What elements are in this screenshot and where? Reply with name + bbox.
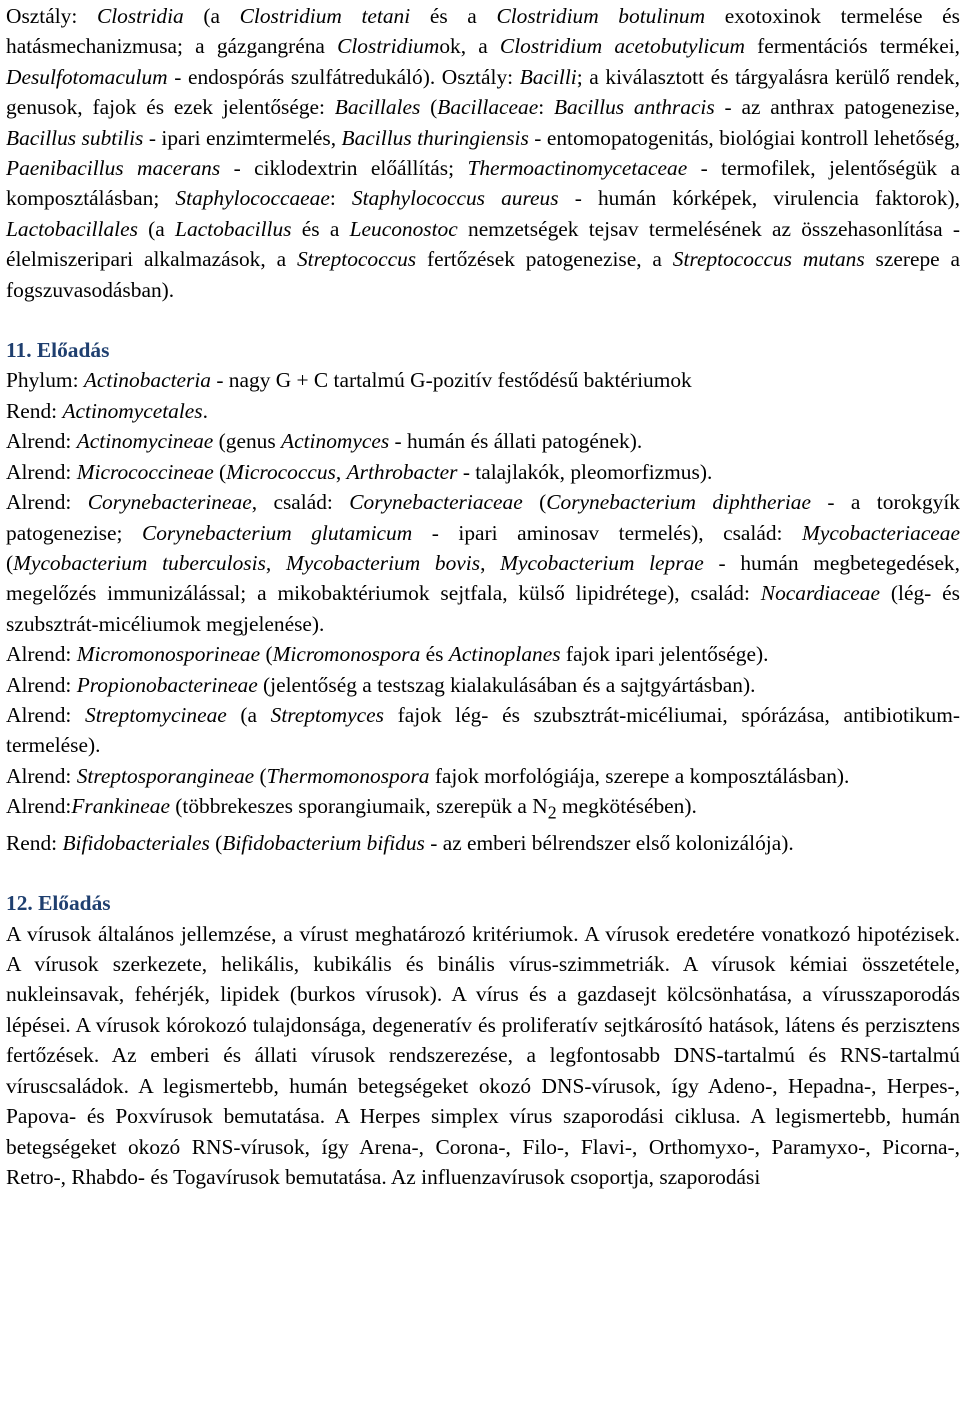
text-run: , család: bbox=[251, 490, 350, 515]
taxon-name: Mycobacteriaceae bbox=[802, 520, 960, 545]
taxonomy-entry bbox=[6, 457, 960, 487]
text-run: fermentációs termékei, bbox=[745, 34, 960, 59]
taxon-name: Actinomycetales bbox=[62, 398, 203, 423]
taxon-name: Leuconostoc bbox=[349, 216, 458, 241]
taxon-name: Thermomonospora bbox=[266, 763, 430, 788]
taxonomy-entry bbox=[6, 365, 960, 395]
taxonomy-entry bbox=[6, 828, 960, 858]
text-run: ( bbox=[254, 763, 267, 788]
taxon-name: Lactobacillales bbox=[6, 216, 138, 241]
taxon-name: Bacillus anthracis bbox=[553, 95, 715, 120]
text-run: (a bbox=[226, 702, 271, 727]
taxonomy-entry bbox=[6, 426, 960, 456]
taxon-name: Actinobacteria bbox=[83, 368, 211, 393]
text-run: (a bbox=[183, 4, 240, 28]
taxonomy-entry bbox=[6, 761, 960, 791]
taxon-name: Desulfotomaculum bbox=[6, 64, 168, 89]
text-run: (jelentőség a testszag kialakulásában és a sajtgyártásban). bbox=[257, 672, 756, 697]
text-run: fajok morfológiája, szerepe a komposztálásban). bbox=[429, 763, 850, 788]
text-run: - termofilek, jelentőségük a komposztálásban; bbox=[6, 156, 960, 211]
text-run: Osztály: bbox=[6, 4, 97, 28]
taxon-name: Clostridium acetobutylicum bbox=[499, 34, 745, 59]
text-run: ( bbox=[209, 830, 223, 855]
text-run: , bbox=[335, 459, 347, 484]
text-run: - az anthrax patogenezise, bbox=[714, 95, 960, 120]
text-run: Alrend: bbox=[6, 459, 77, 484]
taxon-name: Staphylococcus aureus bbox=[351, 186, 559, 211]
text-run: Alrend: bbox=[6, 672, 77, 697]
taxon-name: Micromonosporineae bbox=[76, 642, 261, 667]
text-run: és a bbox=[410, 4, 497, 28]
text-run: (a bbox=[137, 216, 176, 241]
subscript-text: 2 bbox=[547, 802, 557, 823]
section-11-body bbox=[6, 365, 960, 858]
text-run: ( bbox=[260, 642, 273, 667]
taxon-name: Actinomyces bbox=[281, 429, 390, 454]
text-run: , bbox=[265, 550, 286, 575]
text-run: nemzetségek tejsav termelésének az összehasonlítása - élelmiszeripari alkalmazások, a bbox=[6, 216, 960, 272]
text-run: A vírusok általános jellemzése, a vírust meghatározó kritériumok. A vírusok eredetére vonatkozó hipotézisek. A vírusok szerkezete, helikális, kubikális és binális vírus-szimmetriák. A vírusok kémiai összetétele, nukleinsavak, fehérjék, lipidek (burkos vírusok). A vírus és a gazdasejt kölcsönhatása, a vírusszaporodás lépései. A vírusok kórokozó tulajdonsága, degeneratív és proliferatív sejtkárosító hatások, látens és perzisztens fertőzések. Az emberi és állati vírusok rendszerezése, a legfontosabb DNS-tartalmú és RNS-tartalmú víruscsaládok. A legismertebb, humán betegségeket okozó DNS-vírusok, így Adeno-, Hepadna-, Herpes-, Papova- és Poxvírusok bemutatása. A Herpes simplex vírus szaporodási ciklusa. A legismertebb, humán betegségeket okozó RNS-vírusok, így Arena-, Corona-, Filo-, Flavi-, Orthomyxo-, Paramyxo-, Picorna-, Retro-, Rhabdo- és Togavírusok bemutatása. Az influenzavírusok csoportja, szaporodási bbox=[6, 921, 960, 1189]
taxon-name: Streptomyces bbox=[270, 702, 384, 727]
text-run: - az emberi bélrendszer első kolonizálója). bbox=[424, 830, 794, 855]
taxon-name: Streptococcus bbox=[296, 247, 417, 272]
paragraph-virusok bbox=[6, 919, 960, 1193]
text-run: exotoxinok termelése és hatásmechanizmusa; a gázgangréna bbox=[6, 4, 960, 59]
taxon-name: Clostridium bbox=[337, 34, 440, 59]
text-run: ok, a bbox=[439, 34, 500, 59]
taxon-name: Streptococcus mutans bbox=[672, 247, 865, 272]
text-run: Rend: bbox=[6, 398, 63, 423]
text-run: fajok ipari jelentősége). bbox=[560, 642, 769, 667]
taxonomy-entry bbox=[6, 639, 960, 669]
taxon-name: Staphylococcaeae bbox=[175, 186, 330, 211]
text-run: - humán kórképek, virulencia faktorok), bbox=[558, 186, 960, 211]
text-run: (genus bbox=[213, 429, 282, 454]
text-run: Phylum: bbox=[6, 368, 84, 393]
taxon-name: Mycobacterium tuberculosis bbox=[13, 550, 266, 575]
text-run: Alrend: bbox=[6, 429, 77, 454]
taxon-name: Bifidobacteriales bbox=[62, 830, 210, 855]
taxon-name: Arthrobacter bbox=[346, 459, 458, 484]
text-run: ( bbox=[522, 490, 547, 515]
text-run: Alrend: bbox=[6, 763, 77, 788]
text-run: - nagy G + C tartalmú G-pozitív festődésű baktériumok bbox=[210, 368, 692, 393]
taxon-name: Bacillaceae bbox=[437, 95, 539, 120]
taxon-name: Mycobacterium leprae bbox=[500, 550, 704, 575]
taxon-name: Bacillus subtilis bbox=[6, 125, 144, 150]
text-run: - endospórás szulfátredukáló). Osztály: bbox=[167, 64, 520, 89]
text-run: Alrend: bbox=[6, 642, 77, 667]
taxon-name: Clostridia bbox=[96, 4, 184, 28]
text-run: Alrend: bbox=[6, 794, 72, 819]
text-run: (többrekeszes sporangiumaik, szerepük a N bbox=[169, 794, 548, 819]
taxonomy-entry bbox=[6, 396, 960, 426]
text-run: Alrend: bbox=[6, 490, 88, 515]
text-run: - entomopatogenitás, biológiai kontroll lehetőség, bbox=[528, 125, 960, 150]
taxon-name: Bacillales bbox=[334, 95, 421, 120]
text-run: Rend: bbox=[6, 830, 63, 855]
text-run: ( bbox=[6, 550, 14, 575]
text-run: fajok lég- és szubsztrát-micéliumai, spórázása, antibiotikum-termelése). bbox=[6, 702, 960, 758]
taxon-name: Paenibacillus macerans bbox=[6, 156, 221, 181]
text-run: : bbox=[538, 95, 554, 120]
text-run: . bbox=[202, 398, 208, 423]
taxon-name: Bacillus thuringiensis bbox=[341, 125, 529, 150]
taxon-name: Thermoactinomycetaceae bbox=[467, 156, 688, 181]
taxon-name: Streptomycineae bbox=[85, 702, 227, 727]
text-run: (lég- és szubsztrát-micéliumok megjelenése). bbox=[6, 581, 960, 636]
document-page bbox=[6, 0, 960, 1192]
taxon-name: Nocardiaceae bbox=[760, 581, 880, 606]
text-run: - humán megbetegedések, megelőzés immunizálással; a mikobaktériumok sejtfala, külső lipidrétege), család: bbox=[6, 550, 960, 606]
taxon-name: Corynebacterium glutamicum bbox=[141, 520, 413, 545]
text-run: - ipari aminosav termelés), család: bbox=[412, 520, 803, 545]
text-run: Alrend: bbox=[6, 702, 85, 727]
section-heading-11: 11. Előadás bbox=[6, 338, 110, 363]
taxon-name: Micrococcus bbox=[226, 459, 336, 484]
taxon-name: Actinoplanes bbox=[448, 642, 561, 667]
text-run: ; a kiválasztott és tárgyalásra kerülő rendek, genusok, fajok és ezek jelentősége: bbox=[6, 64, 960, 120]
taxon-name: Micromonospora bbox=[272, 642, 421, 667]
taxon-name: Corynebacterineae bbox=[87, 490, 252, 515]
taxon-name: Lactobacillus bbox=[175, 216, 292, 241]
taxon-name: Clostridium tetani bbox=[239, 4, 411, 28]
taxonomy-entry bbox=[6, 700, 960, 761]
taxonomy-entry bbox=[6, 791, 960, 828]
spacer bbox=[6, 305, 960, 335]
taxon-name: Mycobacterium bovis bbox=[285, 550, 481, 575]
paragraph-osztaly bbox=[6, 1, 960, 305]
text-run: - talajlakók, pleomorfizmus). bbox=[457, 459, 713, 484]
taxon-name: Clostridium botulinum bbox=[496, 4, 706, 28]
text-run: ( bbox=[420, 95, 438, 120]
taxon-name: Corynebacterium diphtheriae bbox=[546, 490, 811, 515]
section-heading-12: 12. Előadás bbox=[6, 891, 111, 916]
text-run: - humán és állati patogének). bbox=[389, 429, 643, 454]
text-run: - ciklodextrin előállítás; bbox=[220, 156, 468, 181]
taxon-name: Bifidobacterium bifidus bbox=[222, 830, 425, 855]
text-run: - ipari enzimtermelés, bbox=[143, 125, 342, 150]
text-run: fertőzések patogenezise, a bbox=[416, 247, 673, 272]
text-run: és bbox=[420, 642, 449, 667]
text-run: megkötésében). bbox=[556, 794, 697, 819]
taxon-name: Bacilli bbox=[519, 64, 577, 89]
text-run: : bbox=[329, 186, 352, 211]
text-run: és a bbox=[291, 216, 350, 241]
taxonomy-entry bbox=[6, 670, 960, 700]
text-run: - a torokgyík patogenezise; bbox=[6, 490, 960, 545]
taxon-name: Frankineae bbox=[71, 794, 170, 819]
text-run: szerepe a fogszuvasodásban). bbox=[6, 247, 960, 302]
taxon-name: Actinomycineae bbox=[76, 429, 214, 454]
taxon-name: Streptosporangineae bbox=[76, 763, 255, 788]
taxon-name: Micrococcineae bbox=[76, 459, 214, 484]
text-run: , bbox=[480, 550, 501, 575]
taxon-name: Corynebacteriaceae bbox=[349, 490, 523, 515]
text-run: ( bbox=[213, 459, 227, 484]
taxon-name: Propionobacterineae bbox=[76, 672, 258, 697]
taxonomy-entry bbox=[6, 487, 960, 639]
spacer bbox=[6, 858, 960, 888]
